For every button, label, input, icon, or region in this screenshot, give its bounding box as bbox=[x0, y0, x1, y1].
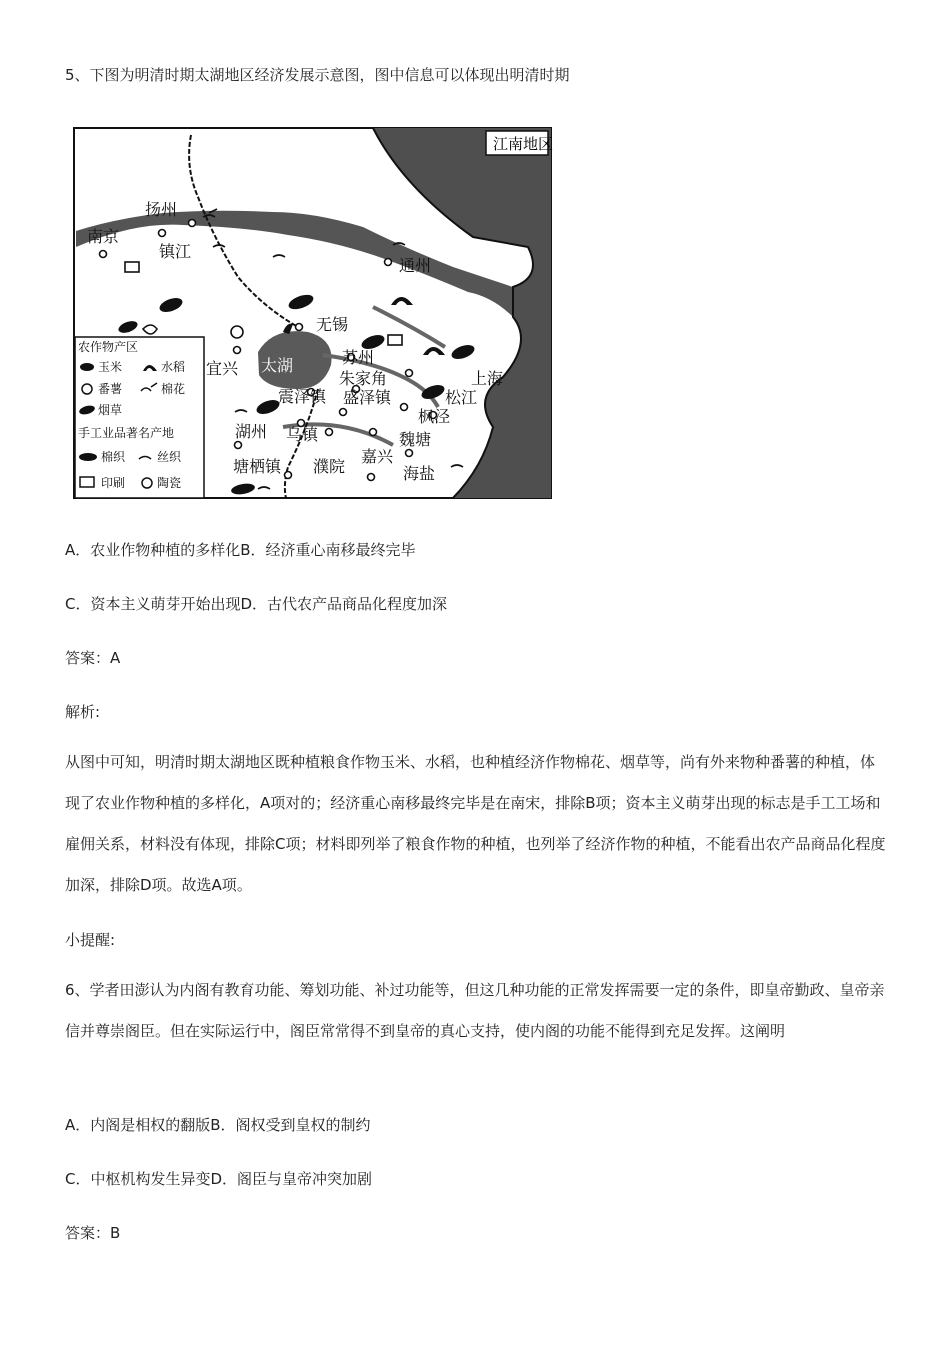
label-nanjing: 南京 bbox=[87, 227, 120, 246]
q6-options-cd: C．中枢机构发生异变D．阁臣与皇帝冲突加剧 bbox=[65, 1170, 373, 1188]
label-jiaxing: 嘉兴 bbox=[361, 447, 394, 466]
label-huzhou: 湖州 bbox=[235, 422, 268, 441]
label-taihu: 太湖 bbox=[261, 356, 294, 375]
q5-analysis-label: 解析: bbox=[65, 703, 101, 721]
q5-options-cd: C．资本主义萌芽开始出现D．古代农产品商品化程度加深 bbox=[65, 595, 448, 613]
map-region-title: 江南地区 bbox=[493, 135, 553, 153]
legend-craft-title: 手工业品著名产地 bbox=[78, 426, 175, 440]
legend-printing: 印刷 bbox=[101, 476, 126, 490]
q5-tip-label: 小提醒: bbox=[65, 931, 116, 949]
label-tangqi: 塘栖镇 bbox=[233, 457, 282, 476]
q5-answer: 答案：A bbox=[65, 649, 121, 667]
label-haiyan: 海盐 bbox=[403, 464, 436, 483]
label-zhenjiang: 镇江 bbox=[159, 242, 192, 261]
label-weitang: 魏塘 bbox=[399, 430, 432, 449]
legend-ceramics: 陶瓷 bbox=[157, 476, 182, 490]
q6-answer: 答案：B bbox=[65, 1224, 121, 1242]
legend-cotton-weaving: 棉织 bbox=[101, 450, 126, 464]
legend-corn: 玉米 bbox=[98, 360, 123, 374]
label-wuzhen: 乌镇 bbox=[286, 425, 319, 444]
label-yixing: 宜兴 bbox=[206, 359, 239, 378]
label-puyuan: 濮院 bbox=[313, 457, 346, 476]
label-yangzhou: 扬州 bbox=[145, 200, 178, 219]
label-songjiang: 松江 bbox=[445, 388, 478, 407]
legend-sweet-potato: 番薯 bbox=[98, 382, 123, 396]
q5-analysis: 从图中可知，明清时期太湖地区既种植粮食作物玉米、水稻，也种植经济作物棉花、烟草等，尚有外来物种番薯的种植，体现了农业作物种植的多样化，A项对的；经济重心南移最终完毕是在南宋，排除B项；资本主义萌芽出现的标志是手工工场和雇佣关系，材料没有体现，排除C项；材料即列举了粮食作物的种植，也列举了经济作物的种植，不能看出农产品商品化程度加深，排除D项。故选A项。 bbox=[65, 753, 886, 894]
q6-stem: 6、学者田澎认为内阁有教育功能、筹划功能、补过功能等，但这几种功能的正常发挥需要一定的条件，即皇帝勤政、皇帝亲信并尊崇阁臣。但在实际运行中，阁臣常常得不到皇帝的真心支持，使内阁的功能不能得到充足发挥。这阐明 bbox=[65, 981, 885, 1040]
q6-options-ab: A．内阁是相权的翻版B．阁权受到皇权的制约 bbox=[65, 1116, 371, 1134]
legend-cotton: 棉花 bbox=[161, 382, 186, 396]
label-tongzhou: 通州 bbox=[399, 256, 432, 275]
label-wuxi: 无锡 bbox=[316, 315, 349, 334]
legend-tobacco: 烟草 bbox=[98, 403, 123, 417]
legend-rice: 水稻 bbox=[161, 360, 186, 374]
label-zhenze: 震泽镇 bbox=[278, 387, 327, 406]
q5-stem: 5、下图为明清时期太湖地区经济发展示意图，图中信息可以体现出明清时期 bbox=[65, 66, 570, 84]
label-shanghai: 上海 bbox=[471, 369, 504, 388]
label-shengze: 盛泽镇 bbox=[343, 388, 392, 407]
q5-options-ab: A．农业作物种植的多样化B．经济重心南移最终完毕 bbox=[65, 541, 416, 559]
label-fengjing: 枫泾 bbox=[418, 407, 451, 426]
legend-silk-weaving: 丝织 bbox=[157, 450, 182, 464]
label-suzhou: 苏州 bbox=[342, 348, 375, 367]
label-zhujiajiao: 朱家角 bbox=[339, 369, 388, 388]
map-legend bbox=[75, 337, 204, 498]
taihu-economy-map bbox=[73, 127, 553, 500]
legend-title: 农作物产区 bbox=[78, 340, 139, 354]
